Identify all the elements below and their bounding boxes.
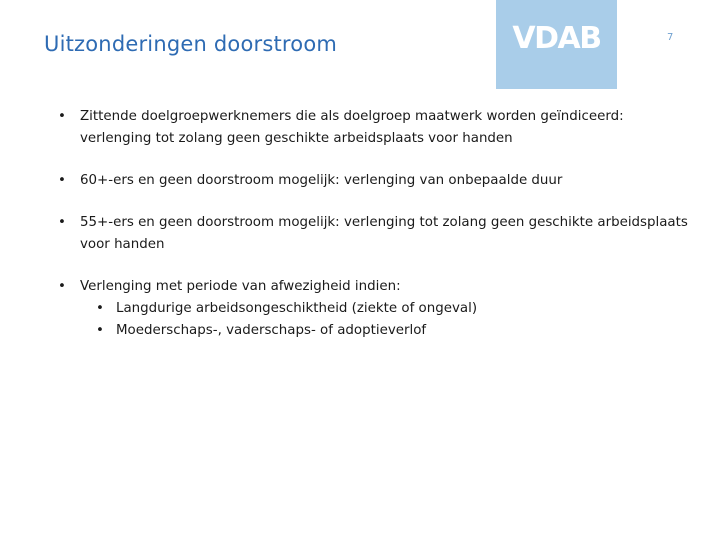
bullet-list: [58, 106, 698, 362]
bullet-text: 55+-ers en geen doorstroom mogelijk: verlenging tot zolang geen geschikte arbeidsplaats voor handen: [80, 215, 688, 252]
sub-bullet-item: [96, 320, 698, 342]
bullet-text: 60+-ers en geen doorstroom mogelijk: verlenging van onbepaalde duur: [80, 173, 563, 188]
bullet-item: [58, 106, 698, 150]
bullet-text: Zittende doelgroepwerknemers die als doelgroep maatwerk worden geïndiceerd: verlenging tot zolang geen geschikte arbeidsplaats voor handen: [80, 109, 624, 146]
bullet-item: [58, 212, 698, 256]
bullet-item: [58, 276, 698, 342]
logo-text: VDAB: [512, 21, 601, 56]
slide-title: Uitzonderingen doorstroom: [44, 32, 338, 56]
sub-bullet-list: [80, 298, 698, 342]
bullet-item: [58, 170, 698, 192]
bullet-text: Verlenging met periode van afwezigheid indien:: [80, 279, 401, 294]
vdab-logo: [496, 0, 617, 89]
sub-bullet-text: Moederschaps-, vaderschaps- of adoptieverlof: [116, 323, 427, 338]
page-number: 7: [667, 32, 674, 43]
sub-bullet-text: Langdurige arbeidsongeschiktheid (ziekte of ongeval): [116, 301, 478, 316]
sub-bullet-item: [96, 298, 698, 320]
